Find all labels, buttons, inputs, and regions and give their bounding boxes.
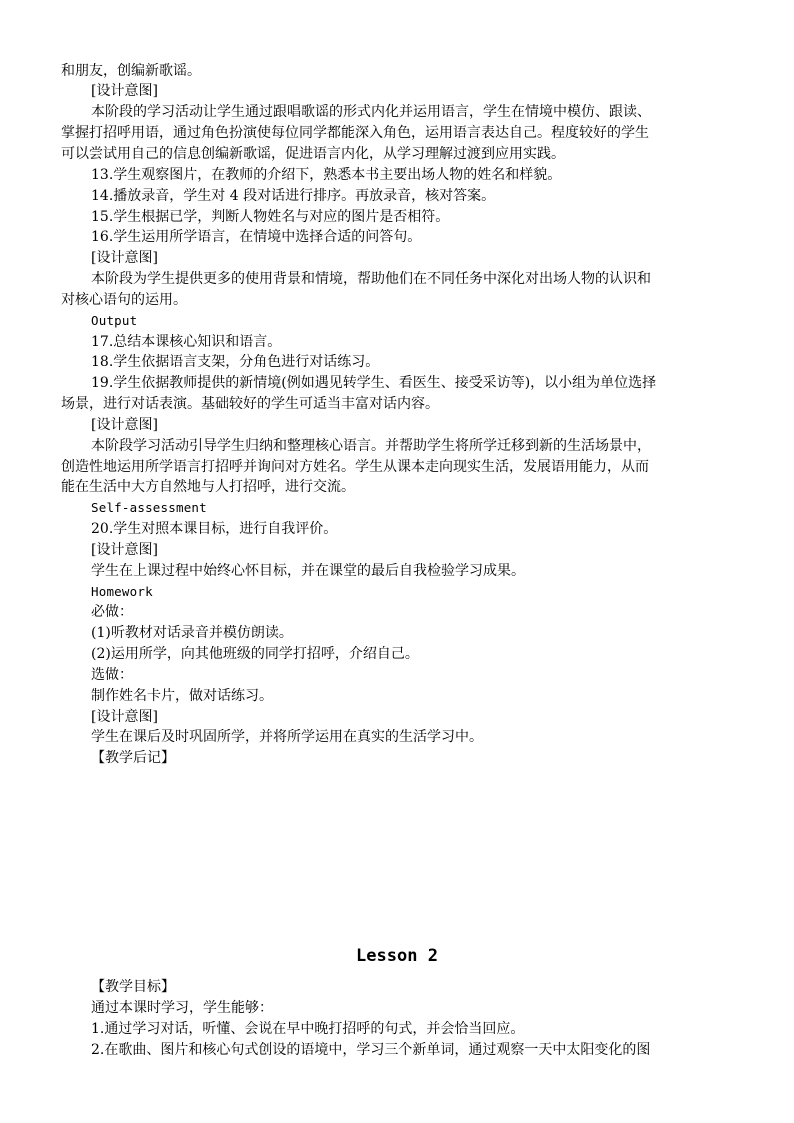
text-line: 本阶段为学生提供更多的使用背景和情境，帮助他们在不同任务中深化对出场人物的认识和 bbox=[91, 271, 651, 287]
text-line: 可以尝试用自己的信息创编新歌谣，促进语言内化，从学习理解过渡到应用实践。 bbox=[61, 146, 565, 162]
text-line: 通过本课时学习，学生能够： bbox=[91, 1000, 273, 1016]
design-intent-heading: [设计意图] bbox=[91, 542, 158, 558]
homework-item: (2)运用所学，向其他班级的同学打招呼，介绍自己。 bbox=[91, 646, 419, 662]
teaching-notes-heading: 【教学后记】 bbox=[91, 750, 175, 766]
text-line: 本阶段的学习活动让学生通过跟唱歌谣的形式内化并运用语言，学生在情境中模仿、跟读、 bbox=[91, 104, 651, 120]
step-item: 19.学生依据教师提供的新情境(例如遇见转学生、看医生、接受采访等)，以小组为单位选择 bbox=[91, 375, 657, 391]
step-item: 16.学生运用所学语言，在情境中选择合适的问答句。 bbox=[91, 229, 422, 245]
text-line: 和朋友，创编新歌谣。 bbox=[61, 63, 201, 79]
required-label: 必做： bbox=[91, 604, 133, 620]
design-intent-heading: [设计意图] bbox=[91, 250, 158, 266]
text-line: 能在生活中大方自然地与人打招呼，进行交流。 bbox=[61, 479, 355, 495]
section-heading-homework: Homework bbox=[91, 584, 153, 599]
lesson-title: Lesson 2 bbox=[356, 946, 438, 966]
step-item: 17.总结本课核心知识和语言。 bbox=[91, 334, 282, 350]
step-item: 15.学生根据已学，判断人物姓名与对应的图片是否相符。 bbox=[91, 209, 450, 225]
design-intent-heading: [设计意图] bbox=[91, 417, 158, 433]
text-line: 本阶段学习活动引导学生归纳和整理核心语言。并帮助学生将所学迁移到新的生活场景中， bbox=[91, 438, 651, 454]
step-item: 18.学生依据语言支架，分角色进行对话练习。 bbox=[91, 354, 380, 370]
objective-item: 2.在歌曲、图片和核心句式创设的语境中，学习三个新单词，通过观察一天中太阳变化的图 bbox=[91, 1042, 651, 1058]
teaching-objectives-heading: 【教学目标】 bbox=[91, 979, 175, 995]
text-line: 对核心语句的运用。 bbox=[61, 292, 187, 308]
step-item: 14.播放录音，学生对 4 段对话进行排序。再放录音，核对答案。 bbox=[91, 188, 496, 204]
homework-item: 制作姓名卡片，做对话练习。 bbox=[91, 688, 273, 704]
homework-item: (1)听教材对话录音并模仿朗读。 bbox=[91, 625, 293, 641]
text-line: 掌握打招呼用语，通过角色扮演使每位同学都能深入角色，运用语言表达自己。程度较好的学生 bbox=[61, 125, 649, 141]
optional-label: 选做： bbox=[91, 667, 133, 683]
section-heading-output: Output bbox=[91, 313, 138, 328]
text-line: 学生在上课过程中始终心怀目标，并在课堂的最后自我检验学习成果。 bbox=[91, 563, 525, 579]
text-line: 学生在课后及时巩固所学，并将所学运用在真实的生活学习中。 bbox=[91, 729, 483, 745]
section-heading-self-assessment: Self-assessment bbox=[91, 500, 207, 515]
objective-item: 1.通过学习对话，听懂、会说在早中晚打招呼的句式，并会恰当回应。 bbox=[91, 1021, 525, 1037]
design-intent-heading: [设计意图] bbox=[91, 709, 158, 725]
design-intent-heading: [设计意图] bbox=[91, 83, 158, 99]
text-line: 场景，进行对话表演。基础较好的学生可适当丰富对话内容。 bbox=[61, 396, 439, 412]
step-item: 13.学生观察图片，在教师的介绍下，熟悉本书主要出场人物的姓名和样貌。 bbox=[91, 167, 562, 183]
step-item: 20.学生对照本课目标，进行自我评价。 bbox=[91, 521, 338, 537]
text-line: 创造性地运用所学语言打招呼并询问对方姓名。学生从课本走向现实生活，发展语用能力，从而 bbox=[61, 459, 649, 475]
